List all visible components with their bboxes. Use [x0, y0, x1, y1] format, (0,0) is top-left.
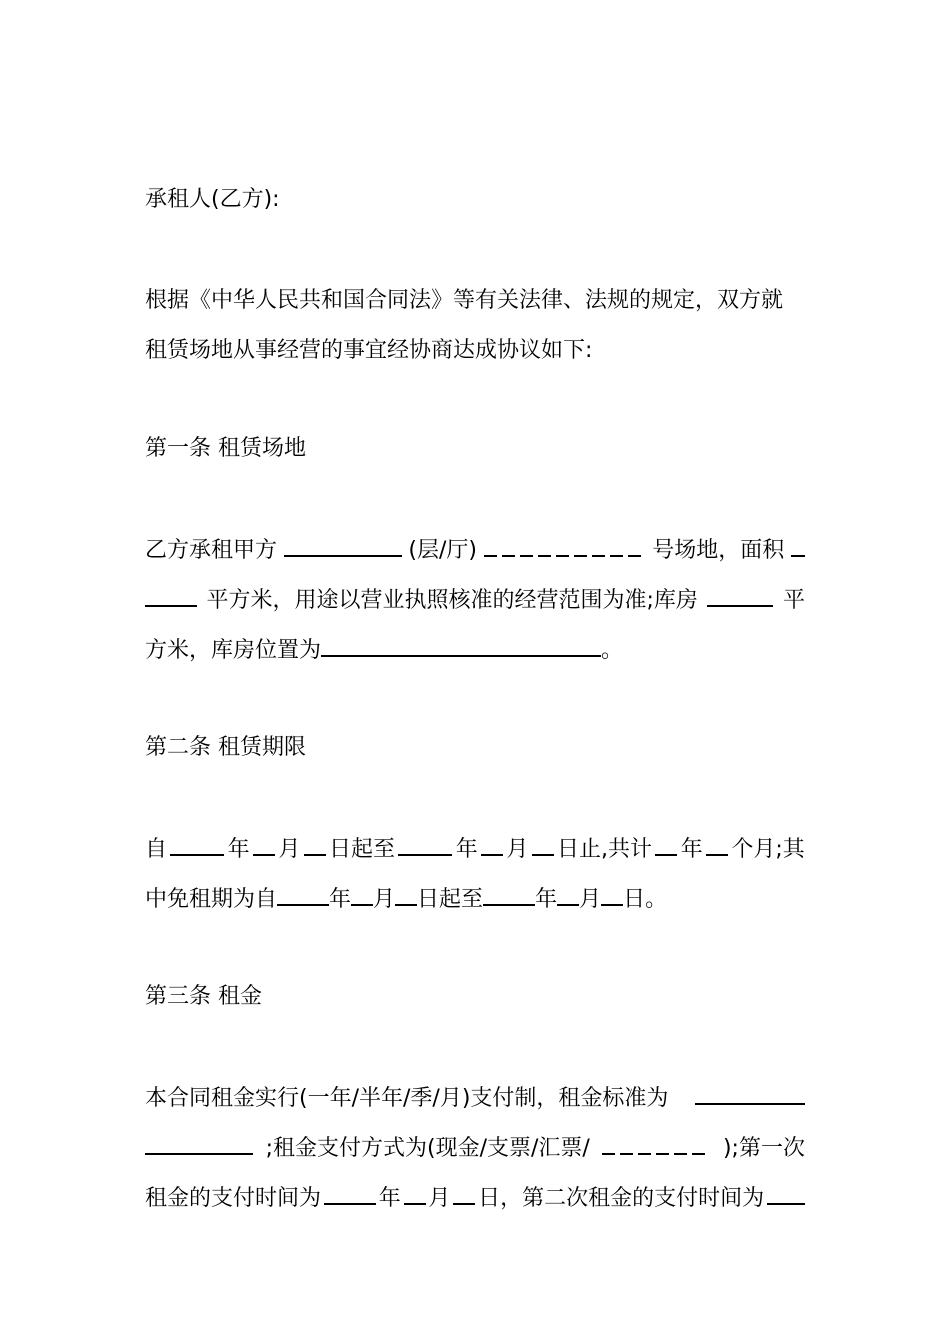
article-1-text: 方米，库房位置为	[145, 638, 322, 663]
term-text: 日。	[623, 887, 668, 912]
term-text: 月	[579, 887, 602, 912]
article-1-text: 乙方承租甲方	[145, 538, 278, 563]
article-1-text: (层/厅)	[408, 538, 477, 563]
term-text: 月	[278, 837, 301, 862]
term-text: 年	[227, 837, 250, 862]
first-payment-year-blank[interactable]	[324, 1183, 376, 1205]
article-1-text: 平方米，用途以营业执照核准的经营范围为准;库房	[206, 588, 698, 613]
area-blank[interactable]	[145, 585, 197, 607]
rent-text: );第一次	[722, 1136, 805, 1161]
rent-text: 租金的支付时间为	[145, 1186, 322, 1211]
article-1-line-2	[145, 585, 805, 615]
term-text: 年	[680, 837, 703, 862]
rent-text: 本合同租金实行(一年/半年/季/月)支付制，租金标准为	[145, 1086, 669, 1111]
rent-text: 年	[378, 1186, 401, 1211]
preamble-line-2: 租赁场地从事经营的事宜经协商达成协议如下:	[145, 338, 593, 363]
article-1-line-1	[145, 535, 805, 565]
term-text: 自	[145, 837, 168, 862]
term-text: 日起至	[417, 887, 484, 912]
start-month-blank[interactable]	[253, 834, 275, 856]
article-1-text: 号场地，面积	[652, 538, 785, 563]
free-end-year-blank[interactable]	[483, 884, 535, 906]
term-text: 年	[535, 887, 558, 912]
free-end-day-blank[interactable]	[601, 884, 623, 906]
article-3-line-2	[145, 1133, 805, 1163]
total-years-blank[interactable]	[655, 834, 677, 856]
lessee-label: 承租人(乙方):	[145, 187, 280, 212]
preamble-line-1	[145, 286, 805, 316]
article-1-title: 第一条 租赁场地	[145, 436, 306, 461]
second-payment-blank[interactable]	[767, 1183, 805, 1205]
rent-text: 日，第二次租金的支付时间为	[478, 1186, 765, 1211]
article-2-title: 第二条 租赁期限	[145, 735, 306, 760]
term-text: 中免租期为自	[145, 887, 278, 912]
end-month-blank[interactable]	[481, 834, 503, 856]
floor-blank[interactable]	[284, 535, 402, 557]
term-text: 月	[506, 837, 529, 862]
rent-standard-blank[interactable]	[695, 1083, 805, 1105]
term-text: 年	[455, 837, 478, 862]
article-2-line-2	[145, 884, 667, 914]
article-1-text: 。	[601, 638, 624, 663]
term-text: 日起至	[329, 837, 396, 862]
term-text: 个月;其	[731, 837, 805, 862]
free-start-year-blank[interactable]	[277, 884, 329, 906]
warehouse-area-blank[interactable]	[707, 585, 773, 607]
first-payment-month-blank[interactable]	[404, 1183, 426, 1205]
rent-text: 月	[428, 1186, 451, 1211]
total-months-blank[interactable]	[706, 834, 728, 856]
term-text: 月	[373, 887, 396, 912]
rent-standard-blank-cont[interactable]	[145, 1133, 253, 1155]
rent-text: ;租金支付方式为(现金/支票/汇票/	[265, 1136, 590, 1161]
start-day-blank[interactable]	[304, 834, 326, 856]
warehouse-location-blank[interactable]	[321, 635, 601, 657]
term-text: 日止,共计	[557, 837, 653, 862]
article-2-line-1	[145, 834, 805, 864]
article-3-line-3	[145, 1183, 805, 1213]
preamble-text-1: 根据《中华人民共和国合同法》等有关法律、法规的规定，双方就	[145, 288, 784, 313]
article-1-text: 平	[782, 588, 805, 613]
end-year-blank[interactable]	[398, 834, 452, 856]
end-day-blank[interactable]	[532, 834, 554, 856]
term-text: 年	[329, 887, 352, 912]
first-payment-day-blank[interactable]	[453, 1183, 475, 1205]
free-end-month-blank[interactable]	[557, 884, 579, 906]
article-3-title: 第三条 租金	[145, 984, 262, 1009]
payment-method-other-blank[interactable]	[602, 1135, 710, 1155]
site-number-blank[interactable]	[484, 537, 646, 557]
article-1-line-3	[145, 635, 623, 665]
article-3-line-1	[145, 1083, 805, 1113]
area-blank-start[interactable]	[791, 535, 805, 557]
free-start-month-blank[interactable]	[351, 884, 373, 906]
start-year-blank[interactable]	[170, 834, 224, 856]
free-start-day-blank[interactable]	[395, 884, 417, 906]
